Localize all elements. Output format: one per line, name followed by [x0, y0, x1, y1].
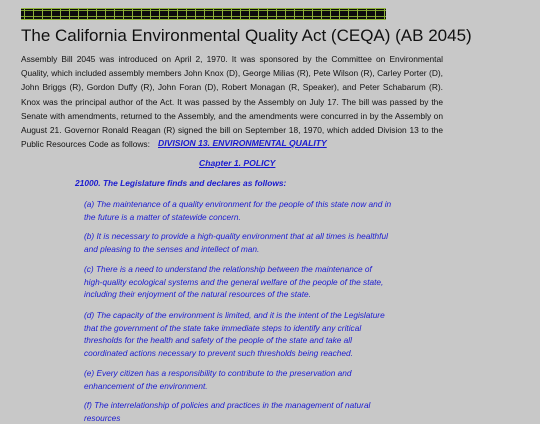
clause-d: (d) The capacity of the environment is limited, and it is the intent of the Legislature that the government of the state take immediate steps to identify any critical thresholds for the health and safety of the people of the state and take all coordinated actions necessary to prevent such thresholds being reached. — [84, 310, 385, 358]
section-21000-lead: 21000. The Legislature finds and declares as follows: — [75, 178, 287, 188]
chapter-heading[interactable]: Chapter 1. POLICY — [199, 158, 276, 168]
intro-paragraph: Assembly Bill 2045 was introduced on April 2, 1970. It was sponsored by the Committee on Environmental Quality, which included assembly members John Knox (D), George Milias (R), Pete Wilson (R), Carley Porter (D), John Briggs (R), Gordon Duffy (R), John Foran (D), Robert Monagan (R, Speaker), and Peter Schabarum (R). Knox was the principal author of the Act. It was passed by the Assembly on July 17. The bill was passed by the Senate with amendments, returned to the Assembly, and the amendments were concurred in by the Assembly on August 21. Governor Ronald Reagan (R) signed the bill on September 18, 1970, which added Division 13 to the Public Resources Code as follows: — [21, 54, 443, 150]
clause-a: (a) The maintenance of a quality environment for the people of this state now and in the future is a matter of statewide concern. — [84, 199, 392, 222]
decorative-banner — [21, 8, 386, 20]
division-heading[interactable]: DIVISION 13. ENVIRONMENTAL QUALITY — [158, 138, 327, 148]
clause-e: (e) Every citizen has a responsibility to contribute to the preservation and enhancement of the environment. — [84, 368, 352, 391]
page-title: The California Environmental Quality Act (CEQA) (AB 2045) — [21, 26, 472, 45]
clause-f: (f) The interrelationship of policies and practices in the management of natural resources — [84, 400, 371, 423]
clause-c: (c) There is a need to understand the relationship between the maintenance of high-quality ecological systems and the general welfare of the people of the state, including their enjoyment of the natural resources of the state. — [84, 264, 384, 299]
clause-b: (b) It is necessary to provide a high-quality environment that at all times is healthful and pleasing to the senses and intellect of man. — [84, 231, 388, 254]
